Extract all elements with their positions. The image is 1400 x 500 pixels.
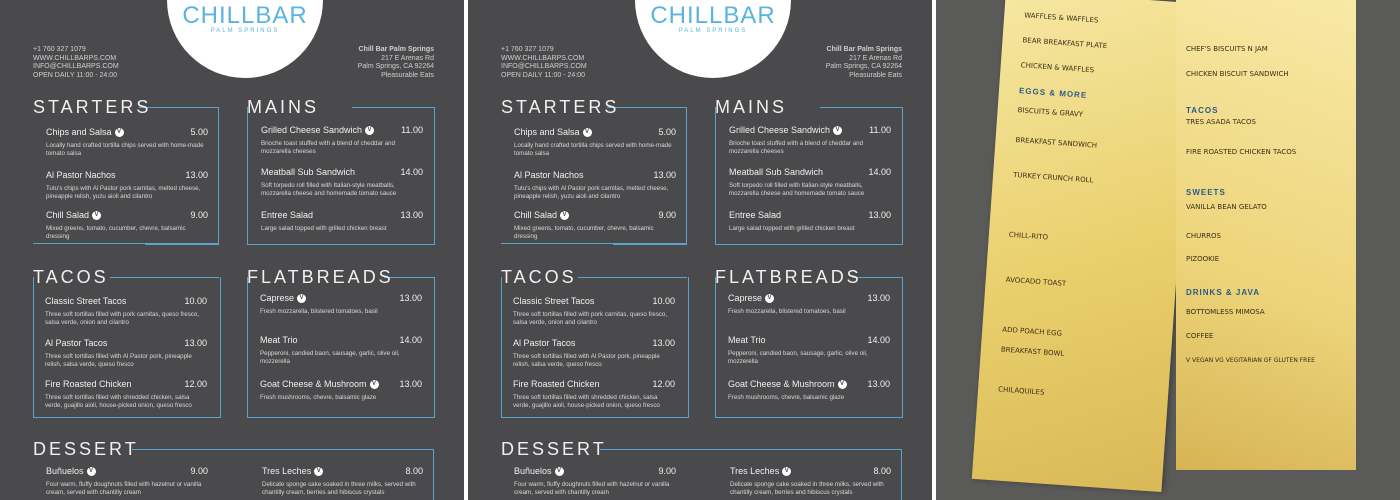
vegan-icon: V (560, 211, 569, 220)
item-description: Fresh mozzarella, blistered tomatoes, basil (728, 308, 846, 316)
section-title-flatbreads: FLATBREADS (715, 267, 862, 287)
photo-line: CHEF'S BISCUITS N JAM (1186, 45, 1268, 53)
item-name: Grilled Cheese Sandwich (729, 125, 831, 135)
menu-item (45, 338, 207, 369)
photo-menu-left-page (972, 0, 1196, 492)
item-description: Delicate sponge cake soaked in three milks, served with chantilly cream, berries and hibiscus crystals (262, 481, 416, 497)
address-block (826, 46, 902, 80)
item-price: 14.00 (399, 335, 422, 345)
item-name: Entree Salad (729, 210, 782, 220)
photo-heading: EGGS & MORE (1018, 86, 1088, 100)
email: INFO@CHILLBARPS.COM (33, 63, 119, 70)
item-price: 13.00 (867, 379, 890, 389)
photo-line: VANILLA BEAN GELATO (1186, 203, 1267, 211)
menu-item (728, 335, 890, 366)
section-title-tacos: TACOS (33, 267, 109, 287)
item-name: Chips and Salsa (514, 127, 580, 137)
item-description: Tutu's chips with Al Pastor pork carnitas, melted cheese, pineapple relish, yuzu aioli and cilantro (46, 185, 201, 200)
menu-item (729, 167, 891, 198)
vegan-icon: V (92, 211, 101, 220)
menu-item (261, 167, 423, 198)
menu-item (261, 210, 423, 233)
phone: +1 760 327 1079 (501, 46, 554, 53)
item-price: 5.00 (190, 127, 208, 137)
section-title-starters: STARTERS (501, 97, 620, 117)
item-price: 13.00 (867, 293, 890, 303)
item-description: Three soft tortillas filled with Al Pastor pork, pineapple relish, salsa verde, queso fresco (513, 353, 660, 368)
item-name: Entree Salad (261, 210, 314, 220)
item-name: Chips and Salsa (46, 127, 112, 137)
item-name: Chill Salad (46, 210, 90, 220)
section-title-mains: MAINS (715, 97, 788, 117)
section-title-tacos: TACOS (501, 267, 577, 287)
item-price: 14.00 (868, 167, 891, 177)
contact-block (33, 46, 119, 80)
item-name: Al Pastor Tacos (45, 338, 108, 348)
item-description: Large salad topped with grilled chicken breast (261, 225, 387, 232)
photo-line: TRES ASADA TACOS (1186, 118, 1256, 126)
photo-line: ADD POACH EGG (1002, 325, 1063, 338)
city: Palm Springs, CA 92264 (357, 63, 434, 70)
photo-line: CHILL-RITO (1008, 230, 1049, 242)
vegan-icon: V (370, 380, 379, 389)
item-name: Goat Cheese & Mushroom (260, 379, 367, 389)
section-title-dessert: DESSERT (33, 439, 139, 459)
item-price: 13.00 (653, 170, 676, 180)
item-name: Tres Leches (730, 466, 780, 476)
starters-bottom-rule (33, 243, 219, 244)
item-description: Fresh mushrooms, chevre, balsamic glaze (728, 394, 845, 402)
hours: OPEN DAILY 11:00 - 24:00 (501, 71, 586, 79)
item-description: Pepperoni, candied baon, sausage, garlic, olive oil, mozzerella (260, 350, 400, 365)
tacos-rule (578, 277, 687, 278)
menu-item (260, 293, 422, 316)
photo-line: AVOCADO TOAST (1005, 275, 1067, 288)
logo (635, 0, 791, 78)
menu-item (260, 335, 422, 366)
menu-item (513, 296, 675, 327)
item-description: Pepperoni, candied baon, sausage, garlic, olive oil, mozzerella (728, 350, 868, 365)
starters-bottom-rule (501, 243, 687, 244)
vegan-icon: V (555, 467, 564, 476)
mains-rule (820, 107, 902, 108)
tacos-rule (110, 277, 219, 278)
item-name: Goat Cheese & Mushroom (728, 379, 835, 389)
item-name: Caprese (260, 293, 295, 303)
vegan-icon: V (365, 126, 374, 135)
menu-item (514, 466, 676, 497)
item-name: Al Pastor Tacos (513, 338, 576, 348)
menu-page-middle (468, 0, 932, 500)
logo (167, 0, 323, 78)
item-price: 9.00 (658, 210, 676, 220)
item-description: Four warm, fluffy doughnuts filled with hazelnut or vanilla cream, served with chantilly cream (46, 481, 202, 497)
item-price: 13.00 (868, 210, 891, 220)
vegan-icon: V (833, 126, 842, 135)
photo-line: BEAR BREAKFAST PLATE (1022, 36, 1108, 51)
item-price: 8.00 (873, 466, 891, 476)
item-name: Grilled Cheese Sandwich (261, 125, 363, 135)
item-name: Classic Street Tacos (513, 296, 595, 306)
item-description: Locally hand crafted tortilla chips served with home-made tomato salsa (514, 142, 672, 158)
photo-line: BISCUITS & GRAVY (1017, 106, 1084, 119)
photo-heading: DRINKS & JAVA (1186, 288, 1261, 297)
item-name: Meat Trio (260, 335, 298, 345)
item-description: Brioche toast stuffed with a blend of cheddar and mozzarella cheeses (729, 140, 864, 156)
item-price: 13.00 (652, 338, 675, 348)
section-title-flatbreads: FLATBREADS (247, 267, 394, 287)
item-name: Al Pastor Nachos (46, 170, 116, 180)
menu-item (728, 379, 890, 402)
item-price: 14.00 (867, 335, 890, 345)
item-price: 9.00 (190, 210, 208, 220)
menu-item (261, 125, 423, 156)
menu-item (514, 170, 676, 201)
item-description: Soft torpedo roll filled with Italian-style meatballs, mozzarella cheese and homemade tomato sauce (729, 182, 865, 197)
menu-item (729, 210, 891, 233)
menu-item (262, 466, 423, 497)
menu-item (729, 125, 891, 156)
item-description: Three soft tortillas filled with pork carnitas, queso fresco, salsa verde, onion and cilantro (513, 311, 668, 326)
photo-line: CHICKEN & WAFFLES (1020, 61, 1095, 75)
item-price: 10.00 (652, 296, 675, 306)
vegan-icon: V (583, 128, 592, 137)
email: INFO@CHILLBARPS.COM (501, 63, 587, 70)
item-description: Locally hand crafted tortilla chips served with home-made tomato salsa (46, 142, 204, 158)
item-description: Three soft tortillas filled with pork carnitas, queso fresco, salsa verde, onion and cilantro (45, 311, 200, 326)
item-description: Soft torpedo roll filled with Italian-style meatballs, mozzarella cheese and homemade tomato sauce (261, 182, 397, 197)
item-name: Tres Leches (262, 466, 312, 476)
item-description: Brioche toast stuffed with a blend of cheddar and mozzarella cheeses (261, 140, 396, 156)
photo-line: CHILAQUILES (997, 385, 1045, 397)
vegan-icon: V (782, 467, 791, 476)
menu-item (728, 293, 890, 316)
section-title-mains: MAINS (247, 97, 320, 117)
photo-line: COFFEE (1186, 332, 1214, 340)
item-price: 13.00 (399, 293, 422, 303)
website: WWW.CHILLBARPS.COM (501, 54, 585, 62)
vegan-icon: V (115, 128, 124, 137)
item-description: Mixed greens, tomato, cucumber, chevre, balsamic dressing (514, 225, 654, 241)
item-price: 12.00 (184, 379, 207, 389)
photo-menu-right-page (1176, 0, 1356, 470)
item-price: 10.00 (184, 296, 207, 306)
logo-wordmark: CHILLBAR (182, 2, 308, 29)
photo-line: BREAKFAST BOWL (1000, 345, 1065, 358)
item-price: 14.00 (400, 167, 423, 177)
menu-item (46, 210, 208, 241)
photo-line: BREAKFAST SANDWICH (1015, 136, 1098, 150)
item-name: Al Pastor Nachos (514, 170, 584, 180)
vegan-icon: V (765, 294, 774, 303)
item-description: Four warm, fluffy doughnuts filled with hazelnut or vanilla cream, served with chantilly cream (514, 481, 670, 497)
photo-line: CHURROS (1186, 232, 1221, 240)
menu-item (45, 296, 207, 327)
menu-item (260, 379, 422, 402)
item-price: 11.00 (869, 125, 891, 135)
menu-item (46, 127, 208, 158)
menu-item (46, 170, 208, 201)
phone: +1 760 327 1079 (33, 46, 86, 53)
menu-item (514, 210, 676, 241)
menu-photo (936, 0, 1400, 500)
slogan: Pleasurable Eats (849, 71, 902, 79)
item-price: 8.00 (405, 466, 423, 476)
hours: OPEN DAILY 11:00 - 24:00 (33, 71, 118, 79)
item-name: Buñuelos (46, 466, 84, 476)
menu-item (730, 466, 891, 497)
photo-line: PIZOOKIE (1186, 255, 1220, 263)
menu-item (46, 466, 208, 497)
item-description: Delicate sponge cake soaked in three milks, served with chantilly cream, berries and hibiscus crystals (730, 481, 884, 497)
venue-name: Chill Bar Palm Springs (358, 46, 434, 53)
item-description: Fresh mushrooms, chevre, balsamic glaze (260, 394, 377, 402)
item-name: Fire Roasted Chicken (45, 379, 132, 389)
vegan-icon: V (87, 467, 96, 476)
mains-rule (352, 107, 434, 108)
contact-block (501, 46, 587, 80)
vegan-icon: V (314, 467, 323, 476)
menu-page-left (0, 0, 464, 500)
item-description: Tutu's chips with Al Pastor pork carnitas, melted cheese, pineapple relish, yuzu aioli and cilantro (514, 185, 669, 200)
item-description: Large salad topped with grilled chicken breast (729, 225, 855, 232)
item-price: 13.00 (400, 210, 423, 220)
logo-tagline: PALM SPRINGS (678, 28, 748, 34)
item-price: 13.00 (185, 170, 208, 180)
item-name: Caprese (728, 293, 763, 303)
item-price: 9.00 (658, 466, 676, 476)
item-name: Meatball Sub Sandwich (261, 167, 356, 177)
item-price: 9.00 (190, 466, 208, 476)
vegan-icon: V (838, 380, 847, 389)
item-name: Chill Salad (514, 210, 558, 220)
photo-heading: TACOS (1186, 106, 1219, 115)
photo-line: FIRE ROASTED CHICKEN TACOS (1186, 148, 1297, 156)
logo-tagline: PALM SPRINGS (210, 28, 280, 34)
section-title-dessert: DESSERT (501, 439, 607, 459)
item-price: 11.00 (401, 125, 423, 135)
street: 217 E Arenas Rd (849, 54, 902, 62)
item-name: Meatball Sub Sandwich (729, 167, 824, 177)
photo-line: CHICKEN BISCUIT SANDWICH (1186, 70, 1289, 78)
item-description: Mixed greens, tomato, cucumber, chevre, balsamic dressing (46, 225, 186, 241)
logo-wordmark: CHILLBAR (650, 2, 776, 29)
menu-item (45, 379, 207, 410)
photo-heading: SWEETS (1186, 188, 1226, 197)
item-description: Fresh mozzarella, blistered tomatoes, basil (260, 308, 378, 316)
item-name: Buñuelos (514, 466, 552, 476)
menu-item (514, 127, 676, 158)
venue-name: Chill Bar Palm Springs (826, 46, 902, 53)
website: WWW.CHILLBARPS.COM (33, 54, 117, 62)
item-name: Classic Street Tacos (45, 296, 127, 306)
vegan-icon: V (297, 294, 306, 303)
item-name: Meat Trio (728, 335, 766, 345)
item-name: Fire Roasted Chicken (513, 379, 600, 389)
photo-line: V VEGAN VG VEGITARIAN GF GLUTEN FREE (1186, 357, 1315, 364)
item-description: Three soft tortillas filled with shredded chicken, salsa verde, guajillo aioli, house-picked onion, queso fresco (45, 394, 192, 409)
photo-line: WAFFLES & WAFFLES (1023, 11, 1099, 25)
item-price: 13.00 (184, 338, 207, 348)
item-price: 5.00 (658, 127, 676, 137)
address-block (358, 46, 434, 80)
menu-item (513, 379, 675, 410)
item-price: 12.00 (652, 379, 675, 389)
item-description: Three soft tortillas filled with Al Pastor pork, pineapple relish, salsa verde, queso fresco (45, 353, 192, 368)
section-title-starters: STARTERS (33, 97, 152, 117)
street: 217 E Arenas Rd (381, 54, 434, 62)
item-price: 13.00 (399, 379, 422, 389)
photo-line: TURKEY CRUNCH ROLL (1012, 170, 1094, 185)
city: Palm Springs, CA 92264 (825, 63, 902, 70)
menu-item (513, 338, 675, 369)
slogan: Pleasurable Eats (381, 71, 434, 79)
item-description: Three soft tortillas filled with shredded chicken, salsa verde, guajillo aioli, house-picked onion, queso fresco (513, 394, 660, 409)
photo-line: BOTTOMLESS MIMOSA (1186, 308, 1265, 316)
